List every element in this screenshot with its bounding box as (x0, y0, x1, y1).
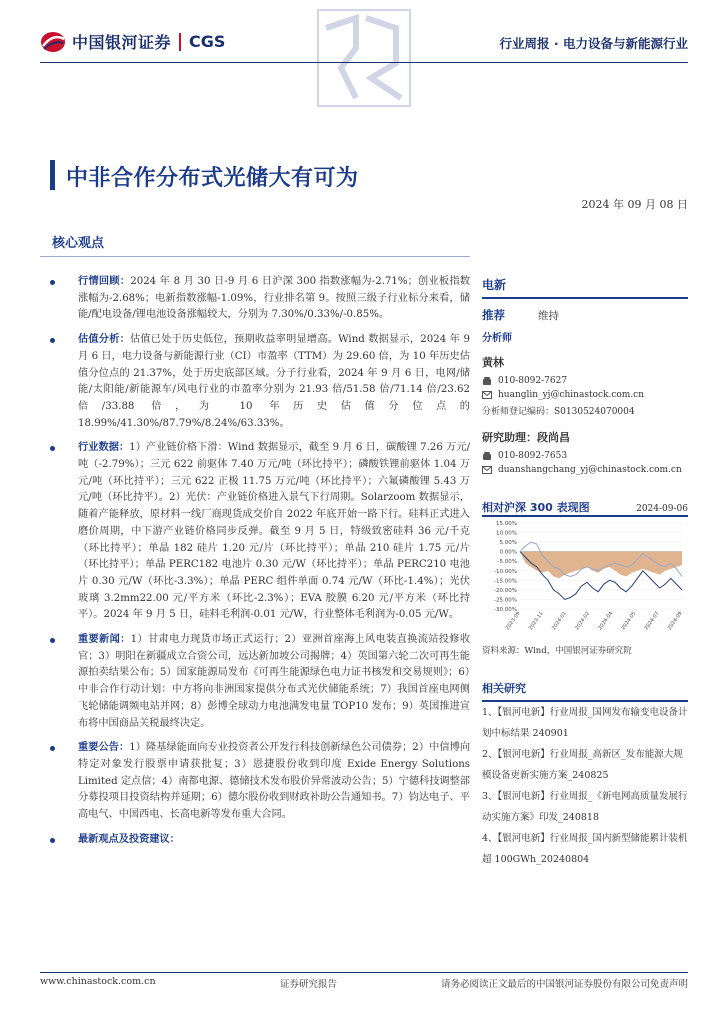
bullet-dot-icon (50, 838, 55, 843)
y-tick-label: -10.00% (494, 568, 517, 575)
bullet-investment-advice (40, 832, 470, 849)
galaxy-logo-icon (40, 31, 66, 53)
assistant-phone-row (482, 451, 688, 461)
analyst-certificate: 分析师登记编码：S0130524070004 (482, 407, 635, 417)
bullet-news (40, 632, 470, 732)
y-tick-label: 0.00% (499, 549, 517, 556)
sidebar-section-title: 电新 (482, 278, 507, 292)
brand-separator (179, 33, 181, 51)
bullet-label: 重要公告： (78, 742, 130, 754)
y-tick-label: 5.00% (499, 540, 517, 547)
report-date: 2024 年 09 月 08 日 (581, 198, 688, 211)
report-category: 行业周报 · 电力设备与新能源行业 (499, 36, 688, 51)
bullet-dot-icon (50, 338, 55, 343)
y-tick-label: -20.00% (494, 587, 517, 594)
relative-performance-chart (482, 517, 688, 637)
x-tick-label: 2023-11 (527, 610, 545, 632)
bullet-valuation (40, 332, 470, 432)
title-accent-bar (50, 160, 55, 190)
bullet-label: 行情回顾： (78, 276, 131, 287)
rating-row (482, 307, 688, 323)
x-tick-label: 2023-09 (504, 610, 522, 632)
bullet-dot-icon (50, 280, 55, 285)
main-content (40, 274, 470, 857)
x-tick-label: 2024-07 (643, 610, 661, 632)
core-views-heading: 核心观点 (52, 236, 105, 251)
bullet-label: 重要新闻： (78, 634, 131, 646)
sidebar-divider (482, 297, 688, 299)
core-views-divider (40, 256, 470, 257)
y-tick-label: -15.00% (494, 578, 517, 585)
footer-disclaimer: 请务必阅读正文最后的中国银河证券股份有限公司免责声明 (440, 979, 688, 990)
x-tick-label: 2024-04 (597, 610, 615, 632)
cgs-watermark-icon (316, 8, 412, 108)
related-item[interactable]: 2、【银河电新】行业周报_高新区_发布能源大规模设备更新实施方案_240825 (482, 749, 683, 781)
assistant-email-row (482, 465, 688, 475)
related-research-title: 相关研究 (482, 682, 526, 695)
chart-header (482, 499, 688, 515)
email-icon (482, 391, 492, 399)
x-tick-label: 2024-05 (620, 610, 638, 632)
analyst-email-row (482, 390, 688, 400)
x-tick-label: 2024-09 (666, 610, 684, 632)
bullet-text: 2024 年 8 月 30 日-9 月 6 日沪深 300 指数涨幅为-2.71%；创业板指数涨幅为-2.68%；电新指数涨幅-1.09%，行业排名第 9。按照三级子行业标分来看，储能/配电设备/锂电池设备涨幅较大，分别为 7.30%/0.33%/-0.85%。 (78, 276, 470, 321)
footer-website[interactable]: www.chinastock.com.cn (40, 976, 156, 987)
sidebar (482, 272, 688, 870)
analyst-phone-row (482, 376, 688, 386)
brand-name-en: CGS (189, 32, 226, 51)
header-divider (40, 62, 688, 63)
footer-report-type: 证券研究报告 (280, 979, 338, 990)
assistant-phone: 010-8092-7653 (498, 451, 568, 461)
related-item[interactable]: 4、【银河电新】行业周报_国内新型储能累计装机超 100GWh_20240804 (482, 833, 688, 865)
related-item[interactable]: 3、【银河电新】行业周报_《新电网高质量发展行动实施方案》印发_240818 (482, 791, 688, 823)
bullet-dot-icon (50, 638, 55, 643)
analyst-email[interactable]: huanglin_yj@chinastock.com.cn (498, 390, 645, 400)
bullet-announcements (40, 740, 470, 824)
assistant-email[interactable]: duanshangchang_yj@chinastock.com.cn (498, 465, 682, 475)
chart-title: 相对沪深 300 表现图 (482, 501, 590, 514)
bullet-industry-data (40, 440, 470, 624)
x-tick-label: 2024-02 (574, 610, 592, 632)
y-tick-label: -25.00% (494, 597, 517, 604)
bullet-label: 估值分析： (78, 334, 131, 346)
rating-value: 维持 (538, 309, 559, 322)
y-tick-label: 15.00% (496, 521, 517, 527)
footer-divider (40, 972, 688, 973)
chart-date: 2024-09-06 (636, 504, 688, 514)
series-area (520, 552, 682, 579)
y-tick-label: -30.00% (494, 607, 517, 613)
bullet-text: 1）隆基绿能面向专业投资者公开发行科技创新绿色公司债券；2）中信博向特定对象发行股票申请获批复；3）恩捷股份收到印度 Exide Energy Solutions Limited 定点信；4）南都电源、德储技术发布股价异常波动公告；5）宁德科技调整部分募投项目投资结构并延期；6）德尔股份收到财政补助公告通知书。7）钧达电子、平高电气、中国西电、长高电新等发布重大合同。 (78, 742, 471, 821)
analyst-name: 黄林 (482, 356, 504, 369)
analyst-label: 分析师 (482, 333, 512, 344)
recommend-label: 推荐 (482, 308, 505, 322)
page-title: 中非合作分布式光储大有可为 (66, 166, 359, 191)
bullet-text: 1）产业链价格下滑：Wind 数据显示，截至 9 月 6 日，碳酸锂 7.26 万元/吨（-2.79%）；三元 622 前驱体 7.40 万元/吨（环比持平）；磷酸铁锂前驱体 1.04 万元/吨（环比持平）；三元 622 正极 11.75 万元/吨（环比持平）；六氟磷酸锂 5.43 万元/吨（环比持平）。2）光伏：产业链价格进入景气下行周期。Solarzoom 数据显示，随着产能释放，原材料一线厂商现货成交价自 2022 年底开始一路下行。硅料正式进入磨价周期，中下游产业链价格同步反弹。截至 9 月 5 日，特级致密硅料 36 元/千克（环比持平）；单晶 182 硅片 1.20 元/片（环比持平）；单晶 210 硅片 1.75 元/片（环比持平）；单晶 PERC182 电池片 0.30 元/W（环比持平）；单晶 PERC210 电池片 0.30 元/W（环比-3.3%）；单晶 PERC 组件单面 0.74 元/W（环比-1.4%）；光伏玻璃 3.2mm22.00 元/平方米（环比-2.3%）；EVA 胶膜 6.20 元/平方米（环比持平）。2024 年 9 月 5 日，硅料毛利润-0.01 元/W，行业整体毛利润为-0.05 元/W。 (78, 442, 471, 621)
analyst-phone: 010-8092-7627 (498, 376, 568, 386)
phone-icon (482, 376, 492, 386)
y-tick-label: -5.00% (497, 559, 517, 566)
bullet-market-review (40, 274, 470, 324)
related-item[interactable]: 1、【银河电新】行业周报_国网发布输变电设备计划中标结果 240901 (482, 707, 688, 739)
phone-icon (482, 451, 492, 461)
bullet-text: 估值已处于历史低位，预期收益率明显增高。Wind 数据显示，2024 年 9 月 6 日，电力设备与新能源行业（CI）市盈率（TTM）为 29.60 倍，为 10 年历史估值分位点的 21.37%，处于历史底部区域。分子行业看，2024 年 9 月 6 日，电网/储能/太阳能/新能源车/风电行业的市盈率分别为 21.93 倍/51.58 倍/71.14 倍/23.62 倍/33.88 倍，为 10 年历史估值分位点的 18.99%/41.30%/87.79%/8.24%/63.33%。 (78, 334, 470, 429)
chart-source: 资料来源：Wind，中国银河证券研究院 (482, 646, 632, 656)
brand-name-cn: 中国银河证券 (72, 33, 172, 52)
x-tick-label: 2024-01 (551, 610, 568, 632)
y-tick-label: 10.00% (496, 530, 517, 537)
bullet-label: 行业数据： (78, 442, 130, 454)
bullet-text: 1）甘肃电力现货市场正式运行；2）亚洲首座海上风电装直换流站投修收官；3）明阳在新疆成立合资公司，远达新加坡公司揭牌；4）英国第六轮二次可再生能源拍卖结果公布；5）国家能源局发布《可再生能源绿色电力证书核发和交易规则》；6）中非合作行动计划：中方将向非洲国家提供分布式光伏储能系统；7）我国首座电网侧飞轮储能调频电站并网；8）彭博全球动力电池满发电量 TOP10 发布；9）英国推进宣布将中国商品关税最终决定。 (78, 634, 471, 729)
brand-logo (40, 30, 225, 53)
bullet-dot-icon (50, 446, 55, 451)
email-icon (482, 466, 492, 474)
assistant-label: 研究助理：段尚昌 (482, 431, 570, 444)
bullet-label: 最新观点及投资建议： (78, 833, 180, 845)
bullet-dot-icon (50, 746, 55, 751)
